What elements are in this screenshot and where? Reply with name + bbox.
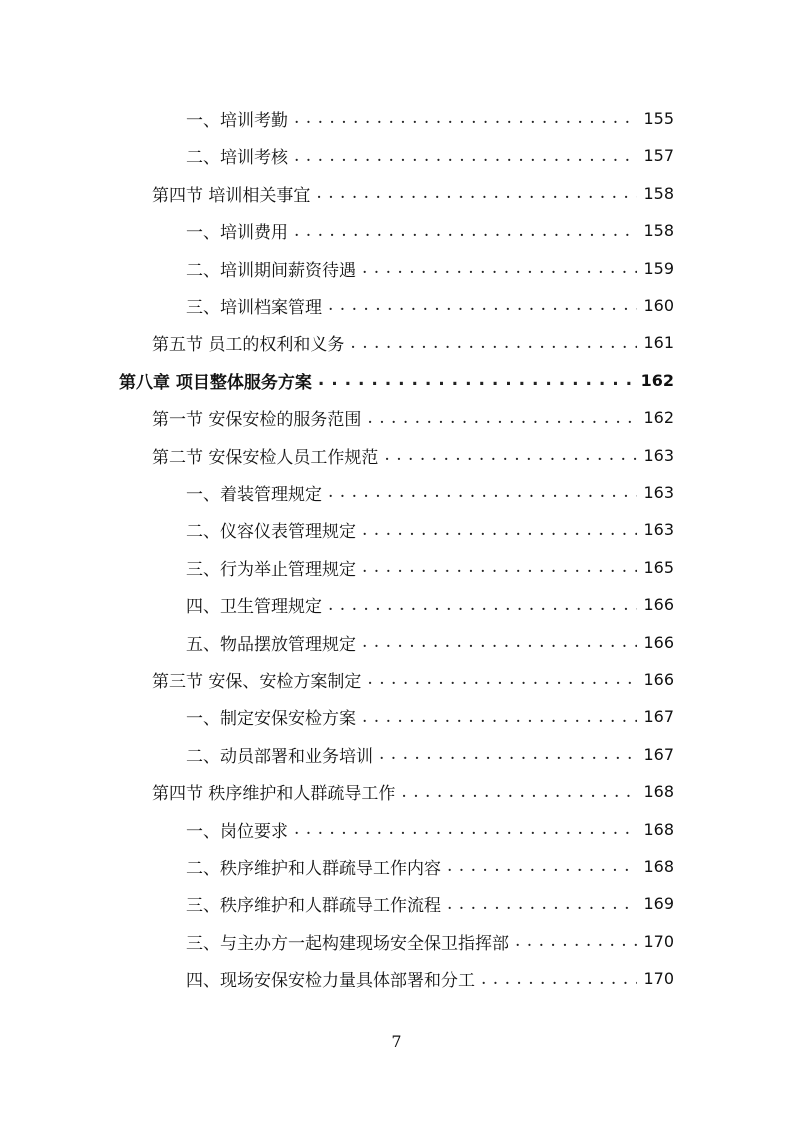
toc-entry-page: 158	[643, 221, 674, 241]
toc-entry-page: 162	[640, 370, 674, 390]
toc-entry-page: 167	[643, 707, 674, 727]
dot-leader	[447, 893, 637, 915]
toc-entry-title: 三、培训档案管理	[186, 298, 322, 318]
toc-entry-section[interactable]	[152, 773, 674, 810]
toc-entry-title: 第五节 员工的权利和义务	[152, 335, 345, 356]
dot-leader	[515, 930, 637, 952]
toc-entry-item[interactable]	[186, 287, 674, 324]
toc-entry-page: 169	[643, 894, 674, 914]
toc-entry-item[interactable]	[186, 511, 674, 548]
dot-leader	[379, 743, 637, 765]
toc-entry-item[interactable]	[186, 624, 674, 661]
toc-entry-title: 四、现场安保安检力量具体部署和分工	[186, 971, 475, 992]
toc-entry-page: 163	[643, 520, 674, 540]
toc-entry-page: 155	[643, 109, 674, 128]
dot-leader	[367, 407, 637, 429]
dot-leader	[318, 369, 635, 391]
toc-entry-section[interactable]	[152, 661, 674, 698]
toc-entry-item[interactable]	[186, 960, 674, 997]
toc-entry-item[interactable]	[186, 549, 674, 586]
toc-entry-page: 166	[643, 595, 674, 615]
dot-leader	[350, 332, 637, 354]
toc-entry-page: 163	[643, 445, 674, 465]
dot-leader	[328, 594, 637, 616]
toc-entry-item[interactable]	[186, 250, 674, 287]
toc-entry-chapter[interactable]	[119, 362, 674, 399]
dot-leader	[481, 968, 637, 990]
toc-entry-title: 二、秩序维护和人群疏导工作内容	[186, 859, 441, 879]
toc-entry-item[interactable]	[186, 212, 674, 249]
toc-entry-page: 166	[643, 670, 674, 689]
toc-entry-section[interactable]	[152, 175, 674, 212]
toc-entry-title: 二、动员部署和业务培训	[186, 746, 373, 767]
toc-entry-title: 第一节 安保安检的服务范围	[152, 410, 362, 431]
toc-entry-item[interactable]	[186, 474, 674, 511]
toc-entry-page: 157	[643, 146, 674, 166]
dot-leader	[447, 855, 637, 877]
page-number: 7	[391, 1032, 402, 1051]
toc-entry-item[interactable]	[186, 811, 674, 848]
toc-entry-item[interactable]	[186, 586, 674, 623]
dot-leader	[328, 294, 637, 316]
dot-leader	[362, 556, 637, 578]
toc-entry-title: 一、着装管理规定	[186, 485, 322, 505]
toc-entry-title: 二、培训期间薪资待遇	[186, 260, 356, 281]
toc-entry-title: 第三节 安保、安检方案制定	[152, 672, 362, 692]
toc-entry-title: 三、与主办方一起构建现场安全保卫指挥部	[186, 933, 509, 954]
toc-entry-section[interactable]	[152, 399, 674, 436]
toc-entry-title: 四、卫生管理规定	[186, 597, 322, 618]
dot-leader	[328, 481, 637, 503]
toc-entry-title: 三、秩序维护和人群疏导工作流程	[186, 896, 441, 917]
toc-entry-title: 一、岗位要求	[186, 821, 288, 842]
toc-entry-page: 165	[643, 557, 674, 577]
toc-entry-title: 第二节 安保安检人员工作规范	[152, 447, 379, 468]
toc-entry-item[interactable]	[186, 885, 674, 922]
dot-leader	[362, 706, 637, 728]
toc-entry-title: 第八章 项目整体服务方案	[119, 372, 312, 393]
toc-entry-title: 第四节 秩序维护和人群疏导工作	[152, 784, 396, 805]
toc-entry-page: 168	[643, 782, 674, 802]
toc-entry-page: 167	[643, 744, 674, 764]
dot-leader	[401, 781, 637, 803]
toc-entry-item[interactable]	[186, 100, 674, 137]
dot-leader	[384, 444, 637, 466]
toc-entry-item[interactable]	[186, 923, 674, 960]
toc-entry-item[interactable]	[186, 736, 674, 773]
dot-leader	[362, 631, 637, 653]
dot-leader	[316, 182, 637, 204]
toc-entry-page: 168	[643, 819, 674, 839]
toc-entry-title: 二、仪容仪表管理规定	[186, 522, 356, 543]
dot-leader	[294, 145, 637, 167]
toc-entry-page: 158	[643, 183, 674, 203]
toc-entry-section[interactable]	[152, 437, 674, 474]
dot-leader	[362, 519, 637, 541]
toc-entry-page: 160	[643, 296, 674, 315]
toc-entry-title: 第四节 培训相关事宜	[152, 185, 311, 206]
dot-leader	[367, 668, 637, 690]
toc-entry-page: 161	[643, 333, 674, 353]
toc-entry-page: 162	[643, 408, 674, 428]
dot-leader	[362, 257, 637, 279]
toc-entry-title: 一、培训考勤	[186, 111, 288, 131]
toc-entry-section[interactable]	[152, 324, 674, 361]
toc-entry-item[interactable]	[186, 137, 674, 174]
toc-entry-page: 170	[643, 931, 674, 951]
toc-entry-item[interactable]	[186, 848, 674, 885]
toc-entry-page: 170	[643, 969, 674, 989]
toc-entry-title: 一、制定安保安检方案	[186, 709, 356, 730]
dot-leader	[294, 818, 637, 840]
toc-entry-page: 163	[643, 483, 674, 502]
dot-leader	[294, 107, 637, 129]
toc-entry-title: 三、行为举止管理规定	[186, 559, 356, 580]
dot-leader	[294, 220, 637, 242]
toc-entry-item[interactable]	[186, 698, 674, 735]
toc-entry-page: 168	[643, 857, 674, 876]
toc-entry-title: 一、培训费用	[186, 223, 288, 244]
toc-entry-title: 二、培训考核	[186, 148, 288, 169]
toc-entry-page: 159	[643, 258, 674, 278]
toc-entry-page: 166	[643, 632, 674, 652]
toc-entry-title: 五、物品摆放管理规定	[186, 634, 356, 655]
